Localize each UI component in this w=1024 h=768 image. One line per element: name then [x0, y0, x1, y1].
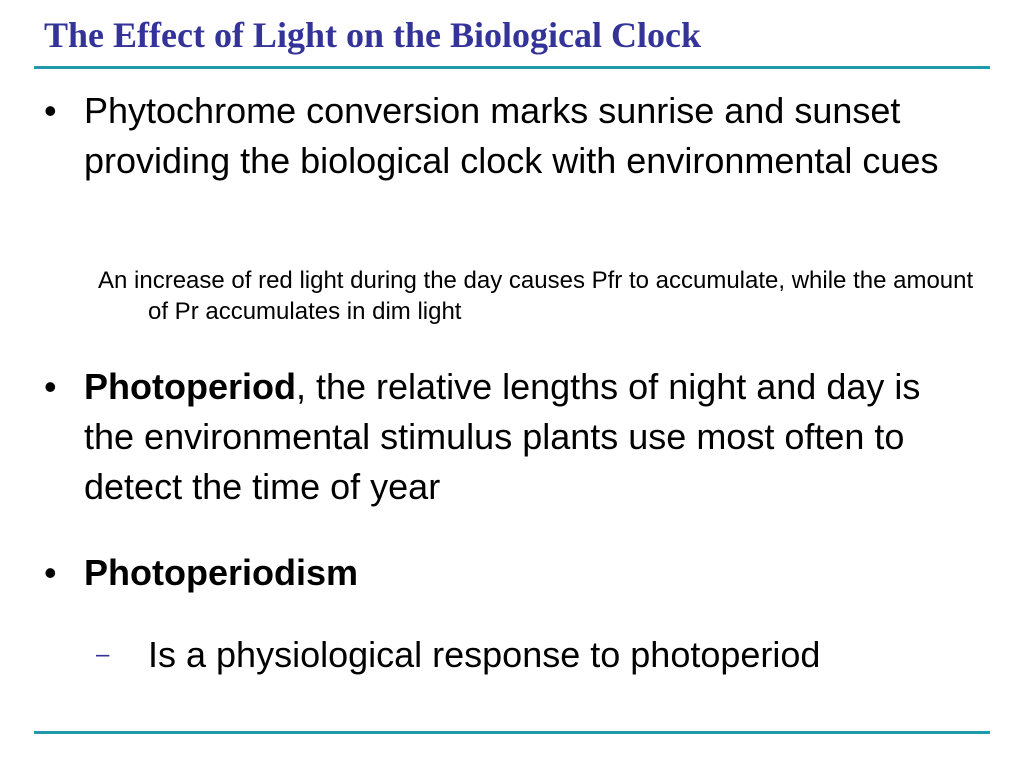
footer-divider [34, 731, 990, 734]
slide-title: The Effect of Light on the Biological Clock [44, 15, 701, 55]
title-divider [34, 66, 990, 69]
bullet-term: Photoperiod [84, 366, 296, 407]
bullet-item [44, 86, 974, 186]
bullet-term: Photoperiodism [84, 552, 359, 593]
bullet-text [84, 362, 974, 512]
bullet-text: Phytochrome conversion marks sunrise and sunset providing the biological clock with environmental cues [84, 90, 939, 181]
bullet-definition: , the relative lengths of night and day is the environmental stimulus plants use most often to detect the time of year [84, 366, 921, 507]
sub-bullet-text: Is a physiological response to photoperiod [148, 634, 821, 675]
bullet-marker: • [44, 552, 57, 593]
bullet-marker: • [44, 366, 57, 407]
sub-bullet-item [96, 630, 976, 680]
bullet-marker: • [44, 90, 57, 131]
sub-note: An increase of red light during the day causes Pfr to accumulate, while the amount of Pr accumulates in dim light [98, 267, 974, 325]
bullet-item [44, 362, 974, 512]
bullet-item [44, 548, 974, 598]
dash-marker: – [96, 641, 110, 668]
